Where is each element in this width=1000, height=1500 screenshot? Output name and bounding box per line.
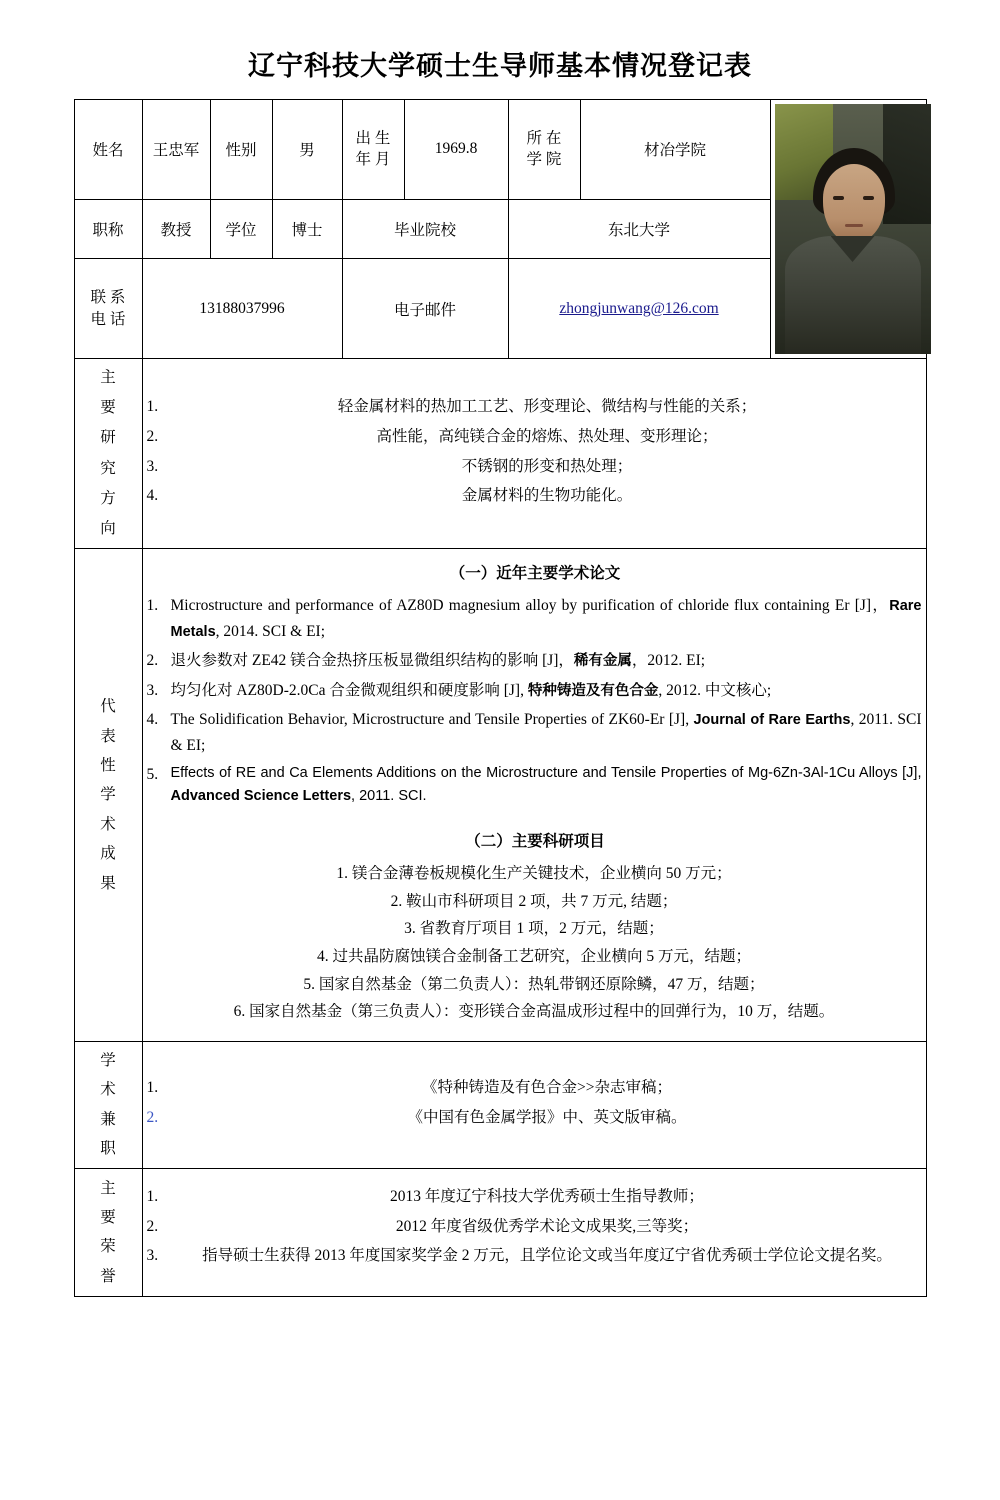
label-pos-ch1: 术	[100, 1081, 116, 1099]
label-title-rank: 职称	[74, 199, 142, 259]
paper-journal: 稀有金属	[573, 653, 632, 670]
list-item-text: 2012 年度省级优秀学术论文成果奖,三等奖；	[395, 1217, 699, 1235]
paper-text: Effects of RE and Ca Elements Additions on the Microstructure and Tensile Properties of Mg-6Zn-3Al-1Cu Alloys [J],	[170, 764, 922, 781]
label-phone-line2: 电 话	[90, 310, 126, 328]
photo-cell	[770, 100, 926, 359]
photo-eye-left	[833, 196, 844, 200]
list-item: 2. 鞍山市科研项目 2 项，共 7 万元, 结题；	[390, 892, 678, 910]
list-item	[147, 455, 922, 480]
list-item-text	[171, 678, 772, 703]
label-birth	[342, 100, 404, 200]
list-item	[147, 593, 922, 644]
label-graduate-school: 毕业院校	[342, 199, 508, 259]
label-degree: 学位	[210, 199, 272, 259]
list-item-number: 1.	[146, 1187, 159, 1205]
paper-text: Microstructure and performance of AZ80D magnesium alloy by purification of chloride flux containing Er [J]，	[170, 597, 890, 615]
list-item-text	[171, 648, 706, 673]
label-birth-line2: 年 月	[355, 151, 391, 169]
value-gender: 男	[272, 100, 342, 200]
paper-text: 均匀化对 AZ80D-2.0Ca 合金微观组织和硬度影响 [J],	[170, 681, 528, 699]
list-item	[147, 648, 922, 673]
photo-mouth	[845, 224, 863, 227]
label-achv-ch2: 性	[100, 756, 116, 774]
table-row-achievements	[74, 549, 926, 1042]
list-item-text: 2013 年度辽宁科技大学优秀硕士生指导教师；	[390, 1187, 704, 1205]
list-item: 4. 过共晶防腐蚀镁合金制备工艺研究，企业横向 5 万元，结题；	[316, 948, 751, 965]
list-item	[147, 1106, 922, 1131]
list-item-number: 4.	[146, 487, 159, 505]
list-item	[147, 1244, 922, 1269]
table-row-academic-positions	[74, 1041, 926, 1168]
paper-journal: Journal of Rare Earths	[693, 712, 851, 729]
label-achv-ch3: 学	[100, 786, 116, 804]
list-item-number: 3.	[146, 681, 159, 699]
avatar	[775, 104, 931, 354]
paper-tail: , 2014. SCI & EI;	[215, 622, 326, 640]
list-item-number: 2.	[146, 652, 159, 670]
paper-text: The Solidification Behavior, Microstructure and Tensile Properties of ZK60-Er [J],	[170, 711, 694, 729]
list-item-number: 1.	[146, 398, 159, 416]
paper-journal: Advanced Science Letters	[170, 788, 352, 805]
label-research-ch2: 研	[100, 429, 116, 447]
list-item-text	[171, 593, 922, 644]
label-hon-ch1: 要	[100, 1208, 116, 1226]
list-item	[147, 707, 922, 758]
label-research-ch3: 究	[100, 459, 116, 477]
label-research-ch1: 要	[100, 399, 116, 417]
list-item	[147, 484, 922, 509]
list-item-number: 3.	[146, 1247, 159, 1265]
label-hon-ch3: 誉	[100, 1267, 116, 1285]
papers-heading: （一）近年主要学术论文	[449, 565, 621, 583]
list-item-number: 2.	[146, 1108, 159, 1126]
list-item-text: 《中国有色金属学报》中、英文版审稿。	[407, 1108, 687, 1126]
label-hon-ch0: 主	[100, 1179, 116, 1197]
photo-eye-right	[863, 196, 874, 200]
list-item-text: 金属材料的生物功能化。	[461, 487, 633, 505]
value-title-rank: 教授	[142, 199, 210, 259]
value-email[interactable]	[508, 259, 770, 359]
list-item-number: 5.	[146, 765, 159, 783]
label-achv-ch1: 表	[100, 727, 116, 745]
label-phone	[74, 259, 142, 359]
projects-heading: （二）主要科研项目	[465, 832, 605, 850]
list-item-number: 4.	[146, 711, 159, 729]
value-college: 材冶学院	[580, 100, 770, 200]
label-hon-ch2: 荣	[100, 1238, 116, 1256]
list-item-number: 1.	[146, 597, 159, 615]
honors-content	[142, 1168, 926, 1296]
list-item: 6. 国家自然基金（第三负责人）：变形镁合金高温成形过程中的回弹行为，10 万，结题。	[233, 1003, 835, 1021]
label-gender: 性别	[210, 100, 272, 200]
supervisor-info-table	[74, 99, 927, 1297]
label-achv-ch6: 果	[100, 874, 116, 892]
list-item-text	[171, 762, 922, 809]
label-birth-line1: 出 生	[355, 129, 391, 147]
label-pos-ch2: 兼	[100, 1110, 116, 1128]
list-item: 1. 镁合金薄卷板规模化生产关键技术，企业横向 50 万元；	[336, 865, 732, 883]
value-birth: 1969.8	[404, 100, 508, 200]
table-row-honors	[74, 1168, 926, 1296]
list-item-number: 2.	[146, 1217, 159, 1235]
label-achievements	[74, 549, 142, 1042]
label-research-direction	[74, 359, 142, 549]
label-pos-ch0: 学	[100, 1051, 116, 1069]
table-row-basic-1	[74, 100, 926, 200]
list-item-number: 3.	[146, 457, 159, 475]
value-phone: 13188037996	[142, 259, 342, 359]
list-item-text: 《特种铸造及有色合金>>杂志审稿；	[422, 1079, 672, 1097]
list-item-text: 轻金属材料的热加工工艺、形变理论、微结构与性能的关系；	[337, 398, 757, 416]
label-phone-line1: 联 系	[90, 289, 126, 307]
list-item-text	[171, 707, 922, 758]
photo-face	[823, 164, 885, 242]
label-achv-ch0: 代	[100, 698, 116, 716]
email-link[interactable]: zhongjunwang@126.com	[559, 299, 719, 317]
academic-positions-list	[147, 1076, 922, 1131]
value-name: 王忠军	[142, 100, 210, 200]
label-pos-ch3: 职	[100, 1140, 116, 1158]
list-item-number: 2.	[146, 427, 159, 445]
list-item	[147, 762, 922, 809]
list-item	[147, 1076, 922, 1101]
list-item: 5. 国家自然基金（第二负责人）：热轧带钢还原除鳞，47 万，结题；	[303, 975, 765, 993]
list-item	[147, 395, 922, 420]
paper-tail: , 2011. SCI.	[351, 788, 427, 805]
list-item-text: 不锈钢的形变和热处理；	[461, 457, 633, 475]
papers-list	[147, 593, 922, 809]
list-item	[147, 1185, 922, 1210]
paper-tail: ，2012. EI;	[631, 652, 706, 670]
achievements-content	[142, 549, 926, 1042]
list-item	[147, 1215, 922, 1240]
paper-journal: 特种铸造及有色合金	[527, 682, 659, 699]
list-item-number: 1.	[146, 1079, 159, 1097]
label-college-line2: 学 院	[526, 151, 562, 169]
list-item	[147, 678, 922, 703]
value-graduate-school: 东北大学	[508, 199, 770, 259]
label-research-ch4: 方	[100, 489, 116, 507]
label-achv-ch5: 成	[100, 845, 116, 863]
paper-journal: Rare Metals	[170, 598, 922, 640]
list-item-text: 高性能，高纯镁合金的熔炼、热处理、变形理论；	[376, 427, 718, 445]
label-research-ch5: 向	[100, 520, 116, 538]
academic-positions-content	[142, 1041, 926, 1168]
paper-text: 退火参数对 ZE42 镁合金热挤压板显微组织结构的影响 [J]，	[170, 652, 574, 670]
page-title: 辽宁科技大学硕士生导师基本情况登记表	[248, 51, 752, 81]
label-college	[508, 100, 580, 200]
honors-list	[147, 1185, 922, 1269]
list-item-text: 指导硕士生获得 2013 年度国家奖学金 2 万元，且学位论文或当年度辽宁省优秀硕士学位论文提名奖。	[202, 1247, 892, 1265]
research-direction-content	[142, 359, 926, 549]
list-item: 3. 省教育厅项目 1 项，2 万元，结题；	[404, 920, 664, 938]
paper-tail: , 2012. 中文核心;	[658, 681, 772, 699]
label-achv-ch4: 术	[100, 815, 116, 833]
paper-tail: , 2011. SCI & EI;	[170, 711, 922, 754]
value-degree: 博士	[272, 199, 342, 259]
label-college-line1: 所 在	[526, 129, 562, 147]
label-email: 电子邮件	[342, 259, 508, 359]
list-item	[147, 425, 922, 450]
label-honors	[74, 1168, 142, 1296]
label-research-ch0: 主	[100, 369, 116, 386]
table-row-research	[74, 359, 926, 549]
research-direction-list	[147, 395, 922, 509]
label-academic-positions	[74, 1041, 142, 1168]
label-name: 姓名	[74, 100, 142, 200]
spacer	[147, 813, 922, 827]
projects-list	[147, 861, 922, 1026]
